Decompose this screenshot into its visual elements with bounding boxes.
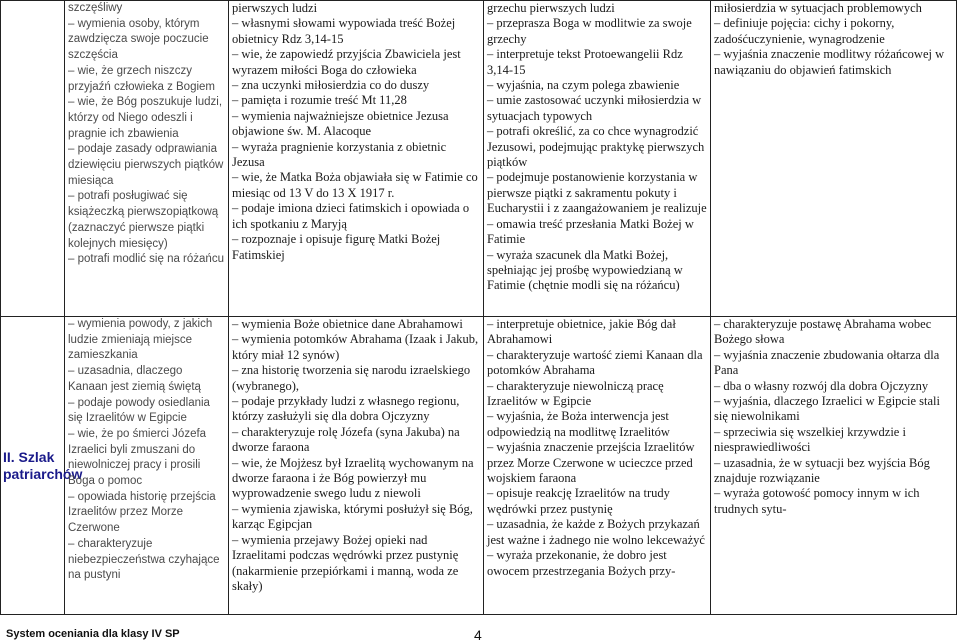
list-item: – wyjaśnia, na czym polega zbawienie (487, 78, 680, 93)
list-item: – wyraża przekonanie, że dobro jest owocem przestrzegania Bożych przy- (487, 548, 676, 578)
list-item: – wymienia przejawy Bożej opieki nad Izraelitami podczas wędrówki przez pustynię (nakarmienie przepiórkami i manną, woda ze skały) (232, 532, 459, 593)
list-item: – wyjaśnia znaczenie modlitwy różańcowej w nawiązaniu do objawień fatimskich (714, 47, 945, 77)
list-item: – wyraża pragnienie korzystania z obietnic Jezusa (232, 139, 447, 170)
list-item: – wie, że po śmierci Józefa Izraelici byli zmuszani do niewolniczej pracy i prosili Boga o pomoc (68, 427, 207, 488)
list-item: – charakteryzuje postawę Abrahama wobec Bożego słowa (714, 317, 932, 347)
list-item: – zna historię tworzenia się narodu izraelskiego (wybranego), (232, 363, 471, 393)
list-item: – definiuje pojęcia: cichy i pokorny, zadośćuczynienie, wynagrodzenie (714, 16, 895, 46)
list-item: – dba o własny rozwój dla dobra Ojczyzny (714, 378, 929, 393)
footer-title: System oceniania dla klasy IV SP (6, 628, 180, 640)
list-item: – omawia treść przesłania Matki Bożej w Fatimie (487, 216, 694, 247)
list-item: – wyjaśnia, że Boża interwencja jest odpowiedzią na modlitwę Izraelitów (487, 409, 670, 439)
list-item: szczęśliwy (68, 2, 123, 14)
list-item: – wymienia osoby, którym zawdzięcza swoje poczucie szczęścia (68, 17, 209, 62)
list-item: pierwszych ludzi (232, 1, 318, 15)
list-item: grzechu pierwszych ludzi (487, 1, 615, 15)
list-item: – charakteryzuje wartość ziemi Kanaan dla potomków Abrahama (487, 347, 703, 378)
list-item: – przeprasza Boga w modlitwie za swoje grzechy (487, 16, 692, 46)
list-item: – podejmuje postanowienie korzystania w pierwsze piątki z sakramentu pokuty i Eucharystii i z zaangażowaniem je realizuje (487, 170, 707, 216)
cell-bottom-col3 (484, 317, 711, 615)
page-number: 4 (474, 627, 482, 643)
list-item: – pamięta i rozumie treść Mt 11,28 (232, 93, 407, 108)
section-heading: II. Szlak patriarchów (1, 317, 65, 615)
cell-bottom-col4 (711, 317, 957, 615)
list-item: – sprzeciwia się wszelkiej krzywdzie i niesprawiedliwości (714, 424, 906, 455)
list-item: – potrafi posługiwać się książeczką pierwszopiątkową (zaznaczyć pierwsze piątki kolejnych miesięcy) (68, 190, 219, 250)
cell-top-col1 (65, 1, 229, 317)
list-item: – wie, że grzech niszczy przyjaźń człowieka z Bogiem (68, 64, 216, 93)
list-item: – podaje przykłady ludzi z własnego regionu, którzy zasłużyli się dla dobra Ojczyzny (232, 394, 460, 424)
list-item: – rozpoznaje i opisuje figurę Matki Bożej Fatimskiej (232, 232, 441, 262)
list-item: – wie, że Mojżesz był Izraelitą wychowanym na dworze faraona i że Bóg powierzył mu wyprowadzenie swego ludu z niewoli (232, 455, 474, 501)
list-item: – wyjaśnia, dlaczego Izraelici w Egipcie stali się niewolnikami (714, 394, 940, 424)
list-item: – potrafi określić, za co chce wynagrodzić Jezusowi, podejmując praktykę pierwszych piątków (487, 124, 705, 170)
cell-top-col4 (711, 1, 957, 317)
table-row-top (1, 1, 957, 317)
list-item: – wie, że Bóg poszukuje ludzi, którzy od Niego odeszli i pragnie ich zbawienia (68, 96, 223, 140)
list-item: – wie, że Matka Boża objawiała się w Fatimie co miesiąc od 13 V do 13 X 1917 r. (232, 170, 478, 200)
heading-cell-empty (1, 1, 65, 317)
table-row-bottom (1, 317, 957, 615)
cell-bottom-col1 (65, 317, 229, 615)
cell-bottom-col2 (229, 317, 484, 615)
cell-top-col2 (229, 1, 484, 317)
list-item: – interpretuje tekst Protoewangelii Rdz 3,14-15 (487, 47, 683, 77)
list-item: – podaje imiona dzieci fatimskich i opowiada o ich spotkaniu z Maryją (232, 201, 470, 231)
list-item: – charakteryzuje niebezpieczeństwa czyhające na pustyni (68, 537, 220, 582)
cell-top-col3 (484, 1, 711, 317)
list-item: miłosierdzia w sytuacjach problemowych (714, 1, 922, 15)
list-item: – charakteryzuje rolę Józefa (syna Jakuba) na dworze faraona (232, 424, 460, 455)
list-item: – wymienia najważniejsze obietnice Jezusa objawione św. M. Alacoque (232, 108, 449, 139)
list-item: – umie zastosować uczynki miłosierdzia w sytuacjach typowych (487, 93, 702, 123)
list-item: – uzasadnia, że każde z Bożych przykazań jest ważne i żadnego nie wolno lekceważyć (487, 517, 705, 547)
list-item: – wie, że zapowiedź przyjścia Zbawiciela jest wyrazem miłości Boga do człowieka (232, 47, 461, 77)
list-item: – potrafi modlić się na różańcu (68, 253, 224, 266)
list-item: – wymienia potomków Abrahama (Izaak i Jakub, który miał 12 synów) (232, 332, 479, 362)
list-item: – podaje powody osiedlania się Izraelitów w Egipcie (68, 396, 210, 425)
list-item: – własnymi słowami wypowiada treść Bożej obietnicy Rdz 3,14-15 (232, 16, 456, 46)
list-item: – opisuje reakcję Izraelitów na trudy wędrówki przez pustynię (487, 486, 670, 516)
list-item: – opowiada historię przejścia Izraelitów przez Morze Czerwone (68, 490, 216, 535)
list-item: – wyjaśnia znaczenie przejścia Izraelitów przez Morze Czerwone w ucieczce przed wojskiem faraona (487, 440, 695, 486)
list-item: – wymienia Boże obietnice dane Abrahamowi (232, 317, 463, 331)
list-item: – wymienia powody, z jakich ludzie zmieniają miejsce zamieszkania (68, 318, 213, 362)
list-item: – wyraża szacunek dla Matki Bożej, spełniając jej prośbę wypowiedzianą w Fatimie (chętnie modli się na różańcu) (487, 247, 683, 293)
list-item: – charakteryzuje niewolniczą pracę Izraelitów w Egipcie (487, 378, 664, 409)
list-item: – podaje zasady odprawiania dziewięciu pierwszych piątków miesiąca (68, 143, 224, 187)
list-item: – wyraża gotowość pomocy innym w ich trudnych sytu- (714, 486, 920, 516)
list-item: – wymienia zjawiska, którymi posłużył się Bóg, karząc Egipcjan (232, 501, 473, 532)
list-item: – interpretuje obietnice, jakie Bóg dał Abrahamowi (487, 317, 676, 347)
list-item: – uzasadnia, dlaczego Kanaan jest ziemią świętą (68, 365, 201, 393)
list-item: – wyjaśnia znaczenie zbudowania ołtarza dla Pana (714, 347, 940, 378)
list-item: – uzasadnia, że w sytuacji bez wyjścia Bóg znajduje rozwiązanie (714, 455, 930, 486)
list-item: – zna uczynki miłosierdzia co do duszy (232, 78, 430, 93)
